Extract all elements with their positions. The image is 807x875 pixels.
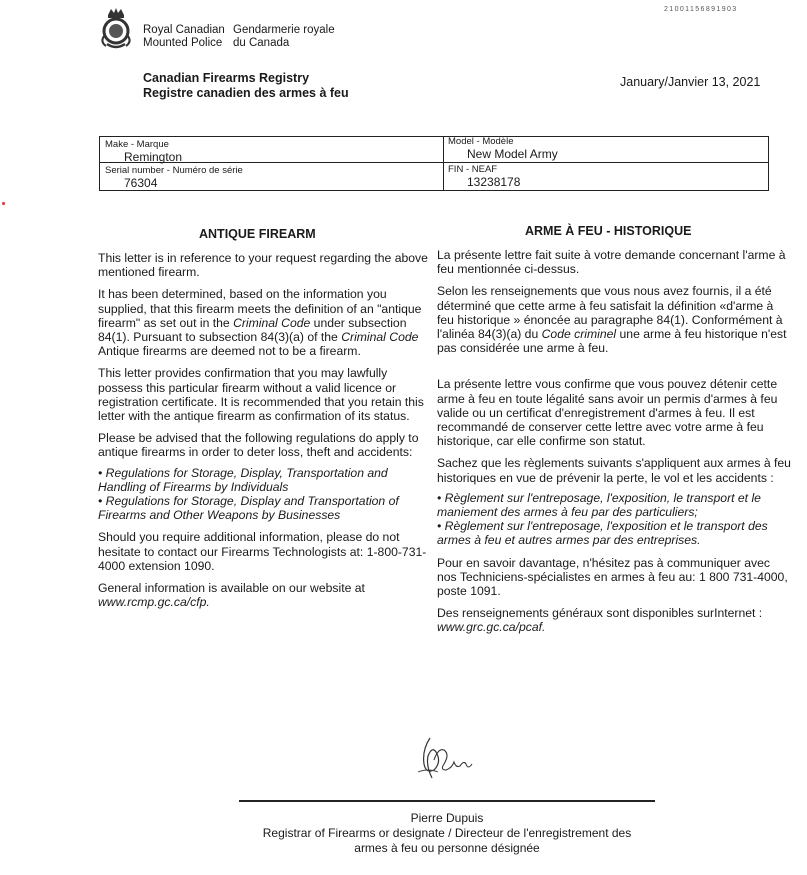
box-divider-horizontal bbox=[100, 162, 768, 163]
signatory-title bbox=[239, 826, 655, 855]
stray-mark bbox=[2, 202, 5, 205]
en-paragraph-confirmation: This letter provides confirmation that you may lawfully possess this particular firearm without a valid licence or registration certificate. It is recommended that you retain this letter with the antique firearm as confirmation of its status. bbox=[98, 366, 424, 424]
registry-title-en: Canadian Firearms Registry bbox=[143, 71, 310, 85]
fr-regulation-2: • Règlement sur l'entreposage, l'exposition et le transport des armes à feu et autres armes par des entreprises. bbox=[437, 519, 768, 548]
en-regulation-1: • Regulations for Storage, Display, Transportation and Handling of Firearms by Individuals bbox=[98, 465, 388, 494]
registry-title-fr: Registre canadien des armes à feu bbox=[143, 86, 349, 100]
en-website-link[interactable]: www.rcmp.gc.ca/cfp. bbox=[98, 595, 210, 610]
registry-title bbox=[143, 71, 349, 101]
fr-paragraph-confirmation: La présente lettre vous confirme que vous pouvez détenir cette arme à feu en toute légalité sans avoir un permis d'armes à feu valide ou un certificat d'enregistrement d'armes à feu. Il est recommandé de conserver cette lettre avec votre arme à feu historique, car elle confirme son statut. bbox=[437, 377, 778, 449]
make-label: Make - Marque bbox=[105, 139, 169, 150]
handwritten-signature-icon bbox=[408, 730, 478, 786]
signatory-name: Pierre Dupuis bbox=[410, 811, 484, 825]
french-column bbox=[437, 248, 791, 643]
box-divider-vertical bbox=[443, 137, 444, 190]
en-paragraph-website: General information is available on our website at www.rcmp.gc.ca/cfp. bbox=[98, 581, 365, 610]
firearm-info-box bbox=[99, 136, 769, 191]
signatory-title-line1: Registrar of Firearms or designate / Directeur de l'enregistrement des bbox=[262, 826, 632, 840]
heading-en: ANTIQUE FIREARM bbox=[199, 227, 316, 241]
serial-label: Serial number - Numéro de série bbox=[105, 165, 243, 176]
barcode-number: 21001156891903 bbox=[664, 6, 738, 13]
serial-value: 76304 bbox=[124, 176, 158, 190]
agency-fr-line1: Gendarmerie royale bbox=[233, 24, 335, 36]
model-label: Model - Modèle bbox=[448, 136, 514, 147]
fin-label: FIN - NEAF bbox=[448, 164, 498, 175]
model-value: New Model Army bbox=[467, 147, 558, 161]
en-paragraph-regulations: Please be advised that the following regulations do apply to antique firearms in order to deter loss, theft and accidents: bbox=[98, 431, 419, 460]
fr-regulation-1: • Règlement sur l'entreposage, l'exposition, le transport et le maniement des armes à feu par des particuliers; bbox=[437, 490, 761, 520]
fr-paragraph-regulations: Sachez que les règlements suivants s'appliquent aux armes à feu historiques en vue de prévenir la perte, le vol et les accidents : bbox=[437, 456, 791, 485]
en-paragraph-contact: Should you require additional information, please do not hesitate to contact our Firearms Technologists at: 1-800-731-4000 extension 1090. bbox=[98, 530, 427, 573]
en-paragraph-intro: This letter is in reference to your request regarding the above mentioned firearm. bbox=[98, 251, 428, 280]
en-paragraph-definition: It has been determined, based on the information you supplied, that this firearm meets the definition of an "antique firearm" as set out in the Criminal Code under subsection 84(1). Pursuant to subsection 84(3)(a) of the Criminal Code Antique firearms are deemed not to be a firearm. bbox=[98, 287, 422, 359]
signature-line bbox=[239, 800, 655, 802]
letter-date: January/Janvier 13, 2021 bbox=[620, 75, 761, 89]
fin-value: 13238178 bbox=[467, 175, 521, 189]
agency-en-line2: Mounted Police bbox=[143, 37, 223, 49]
heading-fr: ARME À FEU - HISTORIQUE bbox=[525, 224, 692, 238]
agency-fr-line2: du Canada bbox=[233, 37, 290, 49]
make-value: Remington bbox=[124, 150, 183, 164]
rcmp-crest-icon bbox=[98, 6, 134, 50]
fr-paragraph-contact: Pour en savoir davantage, n'hésitez pas à communiquer avec nos Techniciens-spécialistes en armes à feu au: 1 800 731-4000, poste 1091. bbox=[437, 555, 788, 599]
en-regulation-2: • Regulations for Storage, Display and Transportation of Firearms and Other Weapons by Businesses bbox=[98, 494, 399, 523]
agency-en-line1: Royal Canadian bbox=[143, 24, 225, 36]
fr-paragraph-website: Des renseignements généraux sont disponibles surInternet : www.grc.gc.ca/pcaf. bbox=[437, 606, 763, 635]
barcode bbox=[648, 0, 798, 2]
agency-name-fr bbox=[233, 24, 335, 50]
english-column bbox=[98, 251, 428, 617]
fr-paragraph-definition: Selon les renseignements que vous nous avez fournis, il a été déterminé que cette arme à feu satisfait la définition «d'arme à feu historique » énoncée au paragraphe 84(1). Conformément à l'alinéa 84(3)(a) du Code criminel une arme à feu historique n'est pas considérée une arme à feu. bbox=[437, 284, 787, 356]
fr-website-link[interactable]: www.grc.gc.ca/pcaf. bbox=[437, 620, 546, 635]
agency-name-en bbox=[143, 24, 225, 50]
signatory-title-line2: armes à feu ou personne désignée bbox=[354, 840, 540, 855]
fr-paragraph-intro: La présente lettre fait suite à votre demande concernant l'arme à feu mentionnée ci-dessus. bbox=[437, 248, 786, 277]
